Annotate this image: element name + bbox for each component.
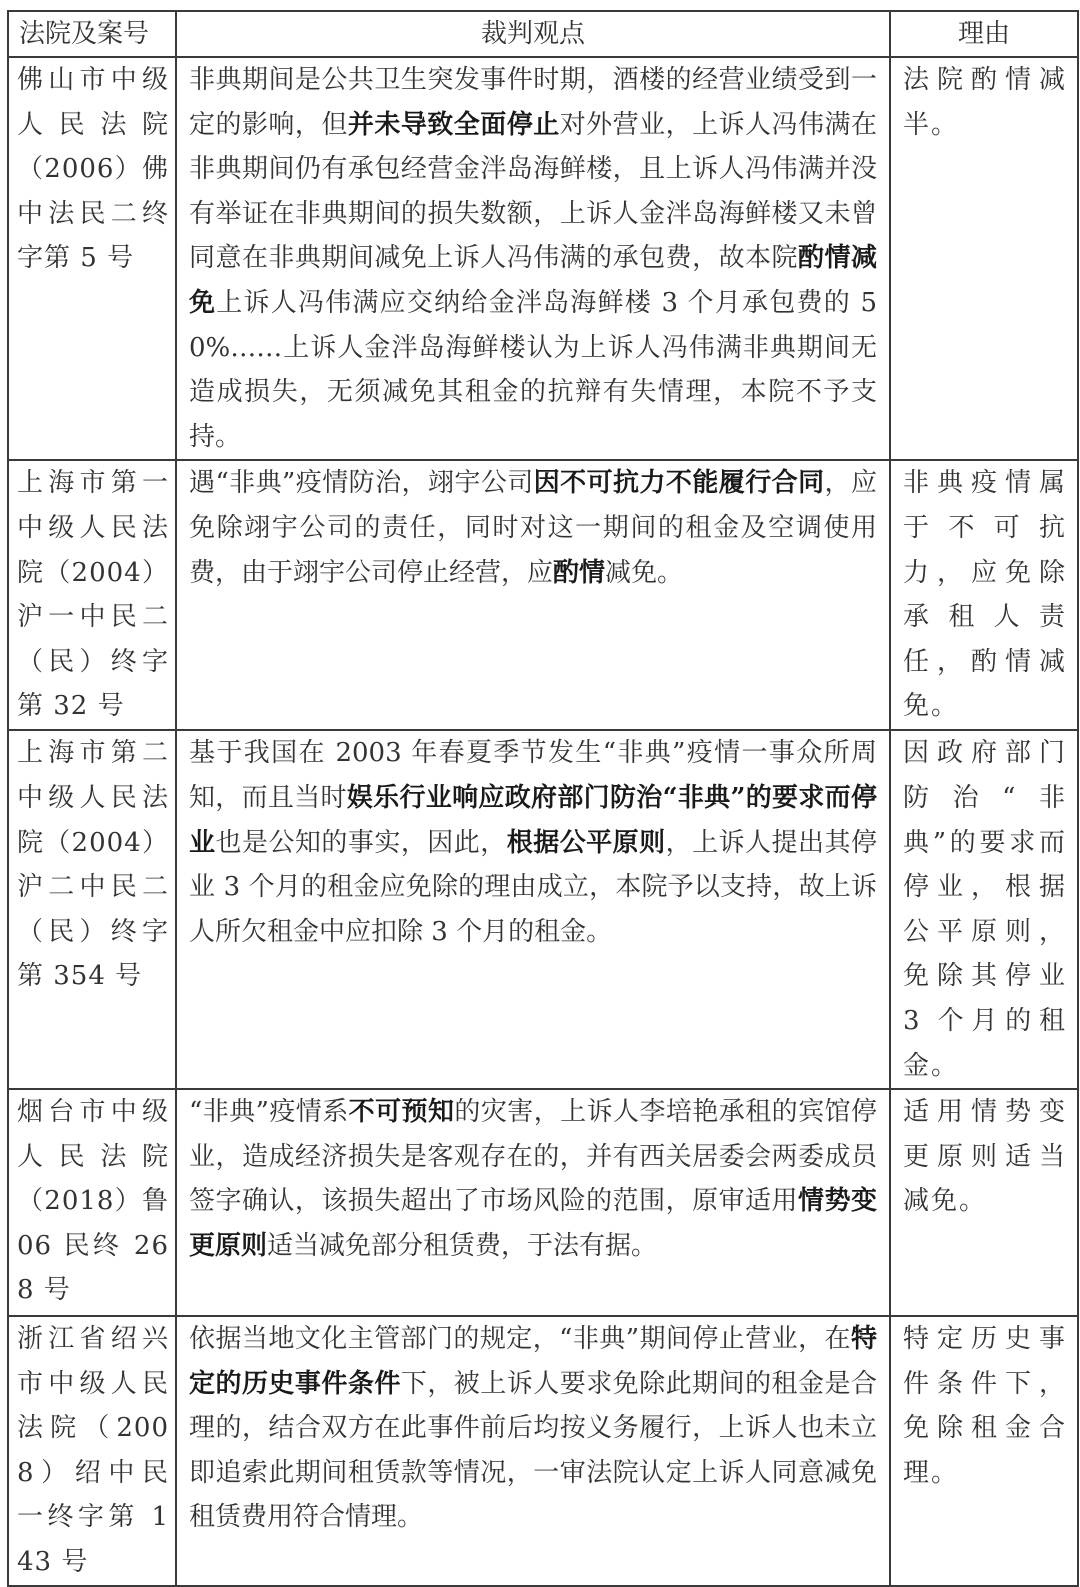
view-text: 基于我国在 2003 年春夏季节发生“非典”疫情一事众所周知，而且当时 [189, 738, 877, 813]
header-view: 裁判观点 [176, 11, 890, 57]
court-cell: 上海市第二中级人民法院（2004）沪二中民二（民）终字第 354 号 [8, 730, 176, 1089]
table-row [8, 57, 1078, 460]
emphasis-text: 酌情 [553, 557, 606, 588]
court-cell: 上海市第一中级人民法院（2004）沪一中民二（民）终字第 32 号 [8, 460, 176, 730]
view-cell [176, 57, 890, 460]
view-text: ，上诉人提出其停业 3 个月的租金应免除的理由成立，本院予以支持，故上诉人所欠租金中应扣除 3 个月的租金。 [189, 827, 877, 947]
view-text: 的灾害，上诉人李培艳承租的宾馆停业，造成经济损失是客观存在的，并有西关居委会两委成员签字确认，该损失超出了市场风险的范围，原审适用 [189, 1097, 877, 1217]
view-text: 上诉人冯伟满应交纳给金泮岛海鲜楼 3 个月承包费的 50%……上诉人金泮岛海鲜楼认为上诉人冯伟满非典期间无造成损失，无须减免其租金的抗辩有失情理，本院不予支持。 [189, 287, 877, 452]
header-court: 法院及案号 [8, 11, 176, 57]
court-cell: 佛山市中级人民法院（2006）佛中法民二终字第 5 号 [8, 57, 176, 460]
reason-cell: 因政府部门防治“非典”的要求而停业，根据公平原则，免除其停业 3 个月的租金。 [890, 730, 1078, 1089]
header-reason: 理由 [890, 11, 1078, 57]
reason-cell: 适用情势变更原则适当减免。 [890, 1089, 1078, 1316]
header-row [8, 11, 1078, 57]
view-text: “非典”疫情系 [189, 1097, 349, 1128]
view-text: 遇“非典”疫情防治，翊宇公司 [189, 468, 534, 499]
judgment-table [7, 10, 1079, 1587]
emphasis-text: 特定的历史事件条件 [189, 1324, 877, 1399]
emphasis-text: 娱乐行业响应政府部门防治“非典”的要求而停业 [189, 782, 877, 858]
emphasis-text: 情势变更原则 [189, 1186, 877, 1261]
court-cell: 烟台市中级人民法院（2018）鲁 06 民终 268 号 [8, 1089, 176, 1316]
table-row [8, 1316, 1078, 1586]
emphasis-text: 因不可抗力不能履行合同 [533, 468, 825, 499]
court-cell: 浙江省绍兴市中级人民法院（2008）绍中民一终字第 143 号 [8, 1316, 176, 1586]
view-cell [176, 1316, 890, 1586]
reason-cell: 法院酌情减半。 [890, 57, 1078, 460]
emphasis-text: 根据公平原则 [506, 827, 666, 858]
view-text: 下，被上诉人要求免除此期间的租金是合理的，结合双方在此事件前后均按义务履行，上诉人也未立即追索此期间租赁款等情况，一审法院认定上诉人同意减免租赁费用符合情理。 [189, 1368, 877, 1533]
view-cell [176, 730, 890, 1089]
table-row [8, 460, 1078, 730]
emphasis-text: 酌情减免 [189, 243, 877, 318]
table-row [8, 730, 1078, 1089]
view-text: 也是公知的事实，因此， [215, 827, 507, 858]
view-cell [176, 1089, 890, 1316]
view-cell [176, 460, 890, 730]
view-text: 非典期间是公共卫生突发事件时期，酒楼的经营业绩受到一定的影响，但 [189, 65, 877, 140]
table-row [8, 1089, 1078, 1316]
emphasis-text: 不可预知 [348, 1097, 455, 1128]
view-text: ，应免除翊宇公司的责任，同时对这一期间的租金及空调使用费，由于翊宇公司停止经营，应 [189, 468, 877, 588]
view-text: 减免。 [605, 557, 684, 588]
reason-cell: 特定历史事件条件下，免除租金合理。 [890, 1316, 1078, 1586]
view-text: 对外营业，上诉人冯伟满在非典期间仍有承包经营金泮岛海鲜楼，且上诉人冯伟满并没有举证在非典期间的损失数额，上诉人金泮岛海鲜楼又未曾同意在非典期间减免上诉人冯伟满的承包费，故本院 [189, 109, 877, 274]
view-text: 依据当地文化主管部门的规定，“非典”期间停止营业，在 [189, 1324, 851, 1355]
reason-cell: 非典疫情属于不可抗力，应免除承租人责任，酌情减免。 [890, 460, 1078, 730]
emphasis-text: 并未导致全面停止 [347, 109, 560, 140]
view-text: 适当减免部分租赁费，于法有据。 [267, 1230, 658, 1261]
